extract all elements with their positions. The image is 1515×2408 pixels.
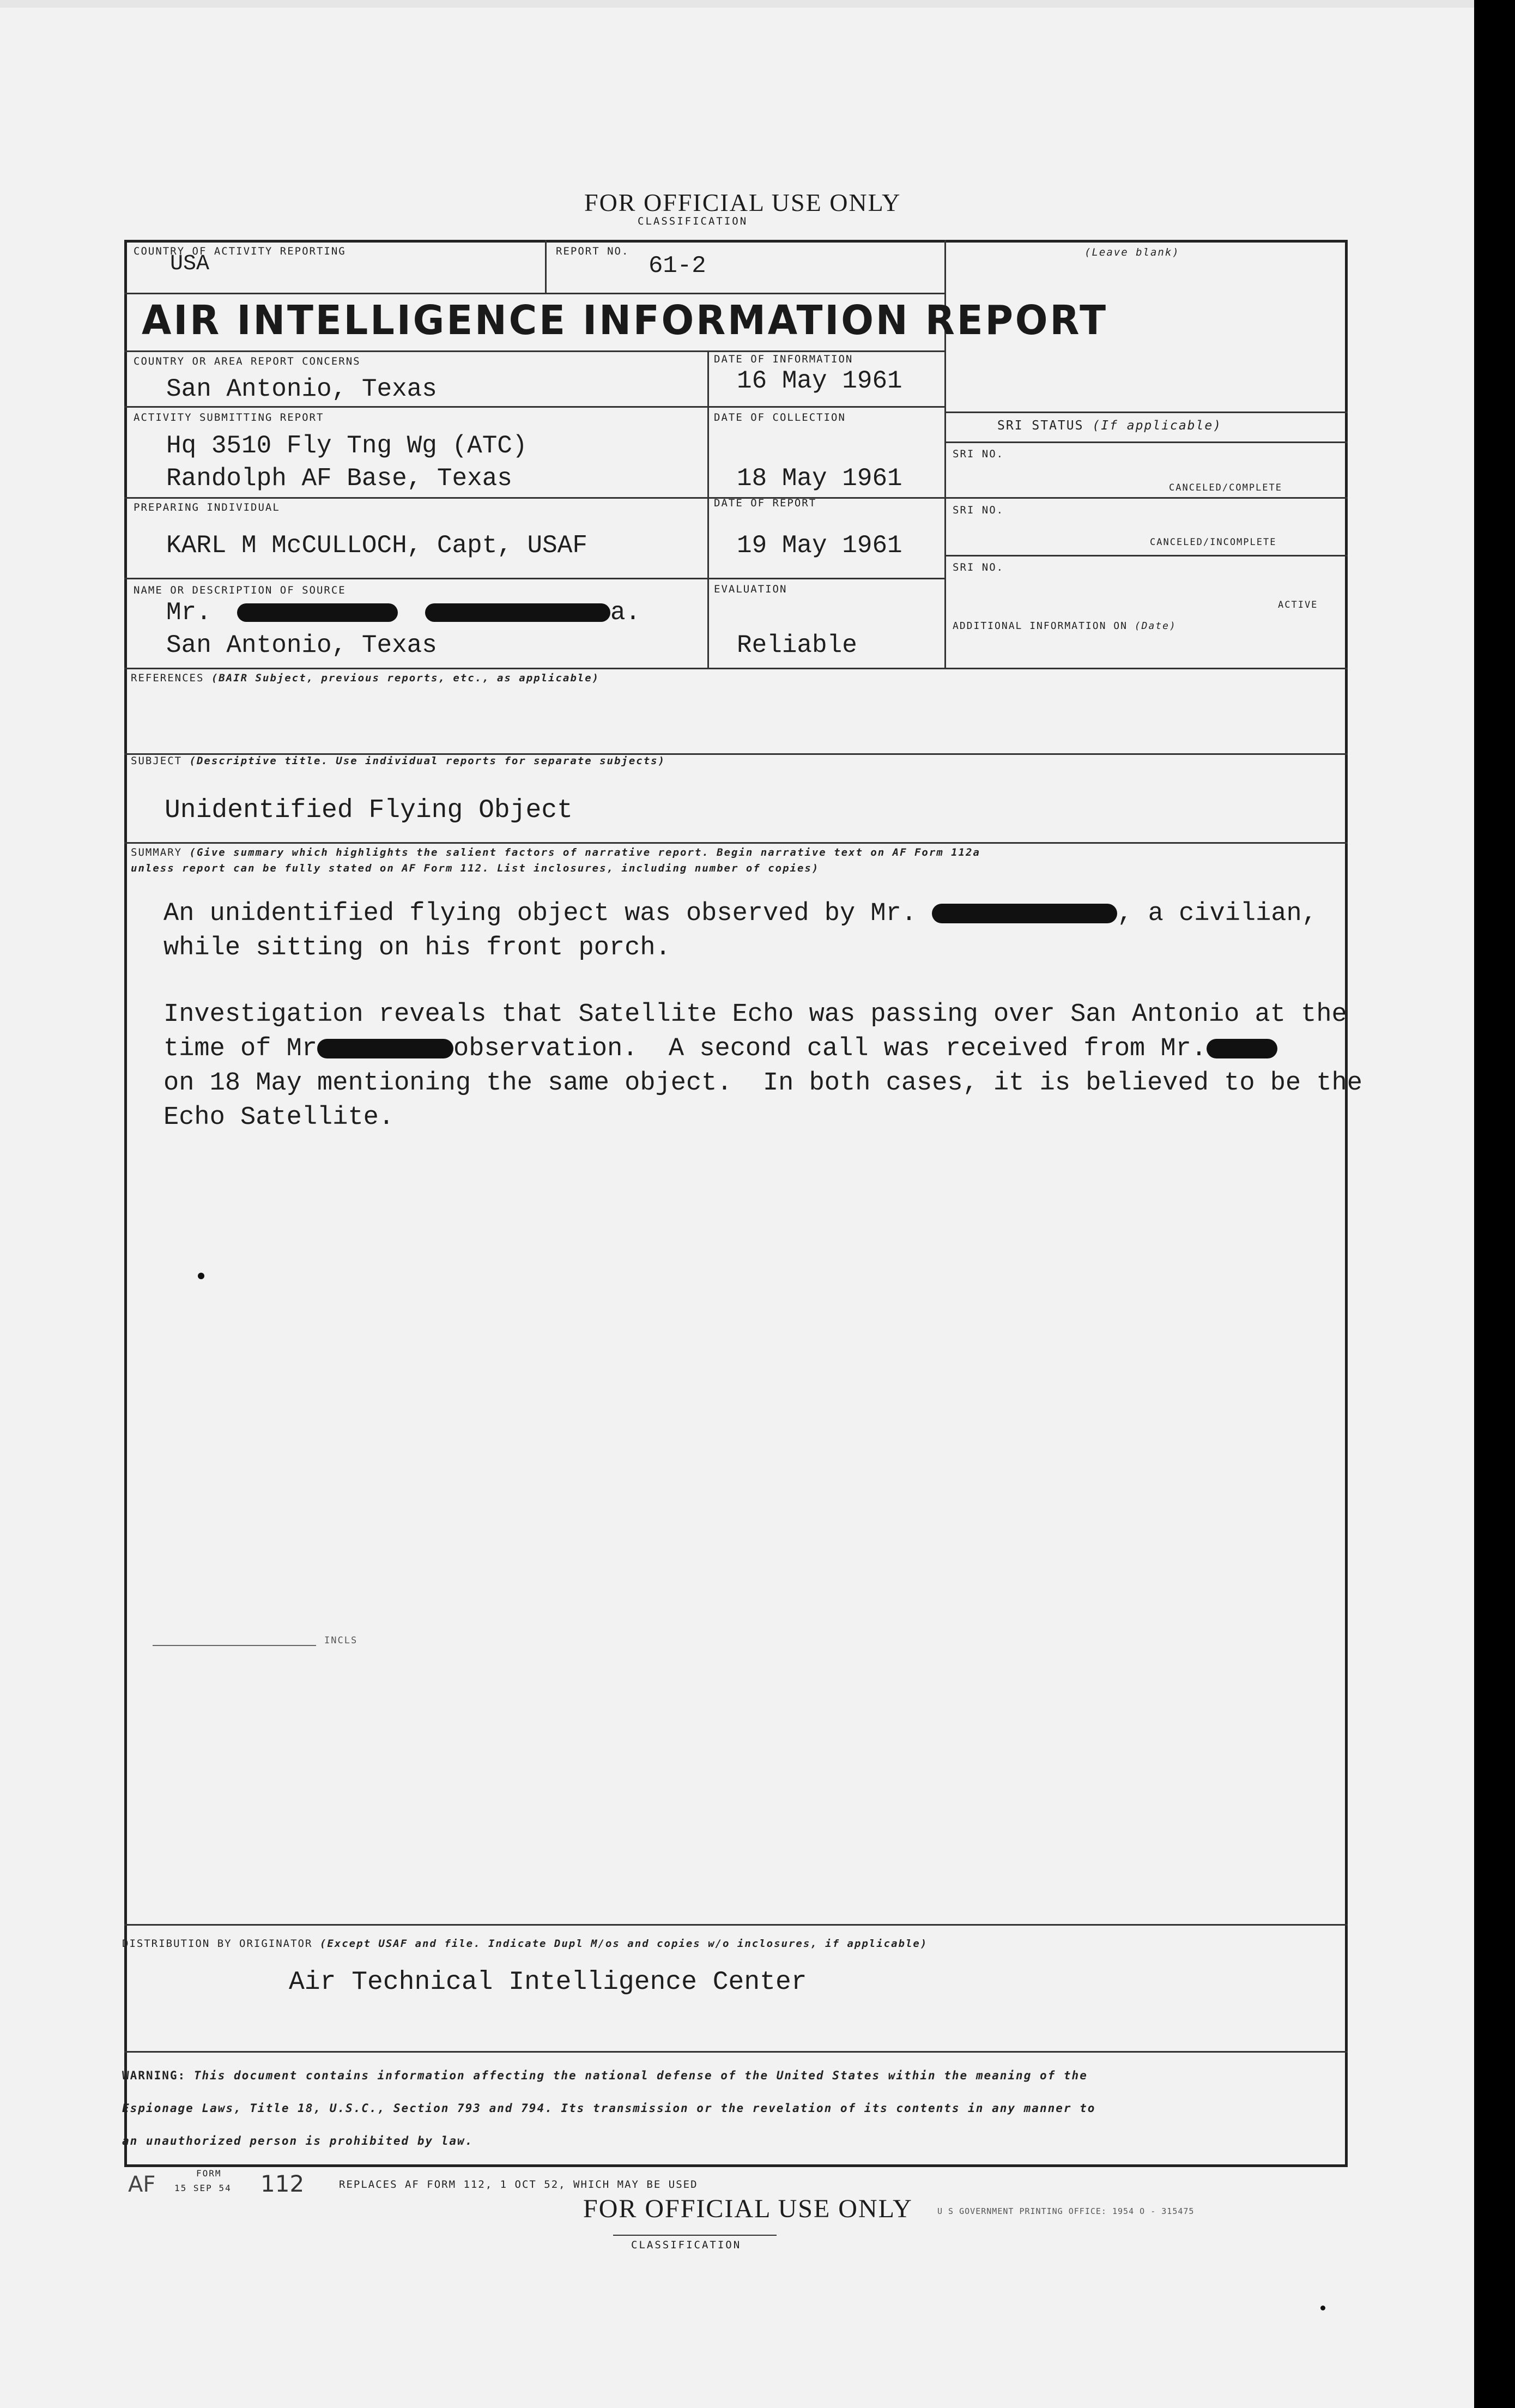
area-label: COUNTRY OR AREA REPORT CONCERNS [134,355,361,367]
date-report-value: 19 May 1961 [737,531,902,560]
scan-right-edge [1474,0,1515,2408]
distribution-value: Air Technical Intelligence Center [289,1968,807,1997]
sri-status-label: SRI STATUS (If applicable) [997,419,1222,433]
distribution-label: DISTRIBUTION BY ORIGINATOR (Except USAF and file. Indicate Dupl M/os and copies w/o inclosures, if applicable) [122,1938,928,1950]
divider [124,578,946,579]
incls-blank-line [153,1645,316,1646]
warning-line-1: WARNING: This document contains information affecting the national defense of the United States within the meaning of the [122,2069,1088,2082]
redaction [317,1039,453,1058]
report-no-value: 61-2 [649,252,706,280]
active-label: ACTIVE [1278,600,1318,610]
warning-block [122,2059,1343,2157]
subject-value: Unidentified Flying Object [165,796,573,825]
divider [124,350,946,352]
summary-p2-line2: time of Mr observation. A second call was received from Mr. [163,1032,1277,1066]
country-label: COUNTRY OF ACTIVITY REPORTING [134,245,346,257]
report-form [124,240,1348,2167]
canceled-complete-label: CANCELED/COMPLETE [1169,482,1282,493]
sri-no-label: SRI NO. [953,561,1004,573]
divider [124,293,946,294]
incls-label: INCLS [324,1635,358,1646]
canceled-incomplete-label: CANCELED/INCOMPLETE [1150,537,1277,548]
redaction [932,904,1117,923]
activity-line-1: Hq 3510 Fly Tng Wg (ATC) [166,432,528,460]
summary-p2-line4: Echo Satellite. [163,1103,395,1132]
classification-top-label: CLASSIFICATION [638,215,748,227]
summary-label: SUMMARY (Give summary which highlights the salient factors of narrative report. Begin narrative text on AF Form 112a [131,846,980,858]
classification-bottom-label: CLASSIFICATION [631,2239,742,2251]
activity-label: ACTIVITY SUBMITTING REPORT [134,412,324,423]
redaction [425,603,610,622]
summary-hint-2: unless report can be fully stated on AF Form 112. List inclosures, including number of copies) [131,862,820,874]
stray-mark [1320,2306,1325,2310]
redaction [1207,1039,1277,1058]
stray-mark [198,1273,204,1279]
divider [124,842,1348,844]
subject-label: SUBJECT (Descriptive title. Use individual reports for separate subjects) [131,755,666,767]
evaluation-label: EVALUATION [714,583,787,595]
date-collection-value: 18 May 1961 [737,464,902,493]
date-info-label: DATE OF INFORMATION [714,353,853,365]
warning-line-2: Espionage Laws, Title 18, U.S.C., Section 793 and 794. Its transmission or the revelation of its contents in any manner to [122,2102,1096,2115]
divider [124,668,1348,669]
sri-no-label: SRI NO. [953,448,1004,460]
evaluation-value: Reliable [737,631,857,660]
divider [944,412,1348,413]
report-title: AIR INTELLIGENCE INFORMATION REPORT [142,297,1108,344]
date-info-value: 16 May 1961 [737,367,902,395]
preparer-value: KARL M McCULLOCH, Capt, USAF [166,531,587,560]
source-line-2: San Antonio, Texas [166,631,437,660]
footer-af: AF [128,2172,156,2197]
divider [707,350,709,668]
preparer-label: PREPARING INDIVIDUAL [134,501,280,513]
divider [944,441,1348,443]
footer-form-label: FORM [196,2168,222,2179]
area-value: San Antonio, Texas [166,375,437,403]
activity-line-2: Randolph AF Base, Texas [166,464,512,493]
date-report-label: DATE OF REPORT [714,497,817,509]
additional-info-label: ADDITIONAL INFORMATION ON (Date) [953,620,1177,632]
classification-top: FOR OFFICIAL USE ONLY [584,189,901,216]
summary-p2-line1: Investigation reveals that Satellite Echo was passing over San Antonio at the [163,1000,1347,1029]
gpo-imprint: U S GOVERNMENT PRINTING OFFICE: 1954 O - 315475 [937,2206,1195,2216]
summary-p2-line3: on 18 May mentioning the same object. In both cases, it is believed to be the [163,1069,1362,1098]
source-label: NAME OR DESCRIPTION OF SOURCE [134,584,346,596]
divider [944,555,1348,556]
divider [124,406,946,408]
footer-form-no: 112 [260,2170,305,2197]
country-value: USA [170,252,210,276]
footer-form-date: 15 SEP 54 [174,2183,232,2193]
date-collection-label: DATE OF COLLECTION [714,412,846,423]
classification-bottom-line [613,2235,777,2236]
sri-no-label: SRI NO. [953,504,1004,516]
summary-p1-line1: An unidentified flying object was observed by Mr. , a civilian, [163,899,1317,928]
divider [944,497,1348,499]
references-label: REFERENCES (BAIR Subject, previous reports, etc., as applicable) [131,672,600,684]
classification-bottom: FOR OFFICIAL USE ONLY [583,2194,913,2223]
divider [545,240,547,293]
summary-p1-line2: while sitting on his front porch. [163,934,671,963]
redaction [237,603,398,622]
source-line-1: Mr. a. [166,598,641,627]
divider [124,497,946,499]
warning-line-3: an unauthorized person is prohibited by law. [122,2134,474,2147]
report-no-label: REPORT NO. [556,245,629,257]
divider [124,1924,1348,1926]
divider [124,2051,1348,2053]
leave-blank-note: (Leave blank) [1084,246,1180,258]
footer-replaces: REPLACES AF FORM 112, 1 OCT 52, WHICH MAY BE USED [339,2179,698,2191]
scan-top-edge [0,0,1515,8]
